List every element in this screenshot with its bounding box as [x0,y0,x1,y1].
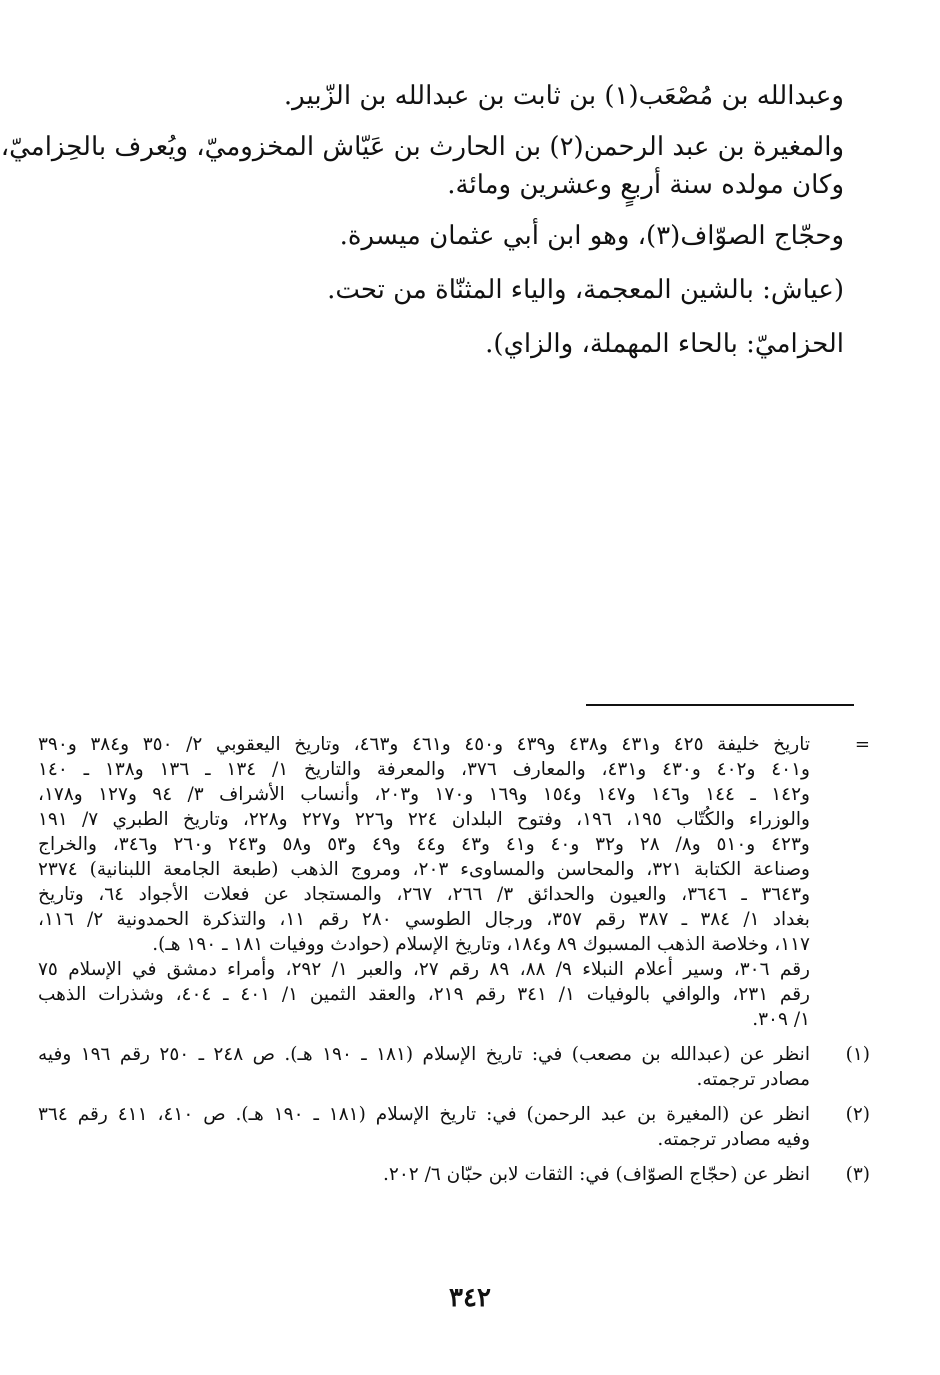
footnote-line: انظر عن (المغيرة بن عبد الرحمن) في: تاريخ الإسلام (١٨١ ـ ١٩٠ هـ). ص ٤١٠، ٤١١ رقم ٣٦٤ [38,1104,810,1125]
footnote-1 [38,1042,870,1092]
footnote-separator [586,704,854,706]
footnote-2 [38,1102,870,1152]
footnote-line: و٣٦٤٣ ـ ٣٦٤٦، والعيون والحدائق ٣/ ٢٦٦، ٢٦٧، والمستجاد عن فعلات الأجواد ٦٤، وتاريخ [38,884,810,905]
footnote-continuation [38,732,870,1032]
footnote-line: وصناعة الكتابة ٣٢١، والمحاسن والمساوىء ٢٠٣، ومروج الذهب (طبعة الجامعة اللبنانية) ٢٣٧٤ [38,859,810,880]
footnote-line: و٤٢٣ و٥١٠ و٨/ ٢٨ و٣٢ و٤٠ و٤١ و٤٣ و٤٤ و٤٩ و٥٣ و٥٨ و٢٤٣ و٢٦٠ و٣٤٦، والخراج [38,834,810,855]
footnote-line: ١١٧، وخلاصة الذهب المسبوك ٨٩ و١٨٤، وتاريخ الإسلام (حوادث ووفيات ١٨١ ـ ١٩٠ هـ). [152,934,810,955]
footnote-line: مصادر ترجمته. [696,1069,810,1090]
footnotes [38,732,870,1187]
main-text [0,74,844,366]
body-line: الحزاميّ: بالحاء المهملة، والزاي). [485,329,844,359]
footnote-line: انظر عن (حجّاج الصوّاف) في: الثقات لابن حبّان ٦/ ٢٠٢. [383,1164,810,1185]
body-line: وحجّاج الصوّاف(٣)، وهو ابن أبي عثمان ميسرة. [339,221,844,251]
footnote-line: وفيه مصادر ترجمته. [657,1129,810,1150]
footnote-line: رقم ٢٣١، والوافي بالوفيات ١/ ٣٤١ رقم ٢١٩، والعقد الثمين ١/ ٤٠١ ـ ٤٠٤، وشذرات الذهب [38,984,810,1005]
footnote-line: تاريخ خليفة ٤٢٥ و٤٣١ و٤٣٨ و٤٣٩ و٤٥٠ و٤٦١ و٤٦٣، وتاريخ اليعقوبي ٢/ ٣٥٠ و٣٨٤ و٣٩٠ [38,734,810,755]
footnote-line: ١/ ٣٠٩. [752,1009,810,1030]
page-number: ٣٤٢ [449,1283,491,1313]
footnote-line: و١٤٢ ـ ١٤٤ و١٤٦ و١٤٧ و١٥٤ و١٦٩ و١٧٠ و٢٠٣، وأنساب الأشراف ٣/ ٩٤ و١٢٧ و١٧٨، [38,784,810,805]
footnote-line: والوزراء والكُتّاب ١٩٥، ١٩٦، وفتوح البلدان ٢٢٤ و٢٢٦ و٢٢٧ و٢٢٨، وتاريخ الطبري ٧/ ١٩١ [38,809,810,830]
footnote-number: (٣) [845,1164,870,1185]
body-line: والمغيرة بن عبد الرحمن(٢) بن الحارث بن عَيّاش المخزوميّ، ويُعرف بالحِزاميّ، [0,132,844,162]
body-line: وعبدالله بن مُصْعَب(١) بن ثابت بن عبدالله بن الزّبير. [283,81,844,111]
footnote-line: و٤٠١ و٤٠٢ و٤٣٠ و٤٣١، والمعارف ٣٧٦، والمعرفة والتاريخ ١/ ١٣٤ ـ ١٣٦ و١٣٨ ـ ١٤٠ [38,759,810,780]
footnote-line: بغداد ١/ ٣٨٤ ـ ٣٨٧ رقم ٣٥٧، ورجال الطوسي ٢٨٠ رقم ١١، والتذكرة الحمدونية ٢/ ١١٦، [38,909,810,930]
footnote-line: رقم ٣٠٦، وسير أعلام النبلاء ٩/ ٨٨، ٨٩ رقم ٢٧، والعبر ١/ ٢٩٢، وأمراء دمشق في الإسلام ٧٥ [38,959,810,980]
continuation-mark: = [854,734,870,755]
body-line: وكان مولده سنة أربعٍ وعشرين ومائة. [447,170,844,200]
footnote-number: (٢) [845,1104,870,1125]
footnote-3 [38,1162,870,1187]
footnote-line: انظر عن (عبدالله بن مصعب) في: تاريخ الإسلام (١٨١ ـ ١٩٠ هـ). ص ٢٤٨ ـ ٢٥٠ رقم ١٩٦ وفيه [38,1044,810,1065]
footnote-number: (١) [845,1044,870,1065]
body-line: (عياش: بالشين المعجمة، والياء المثنّاة من تحت. [327,275,844,305]
